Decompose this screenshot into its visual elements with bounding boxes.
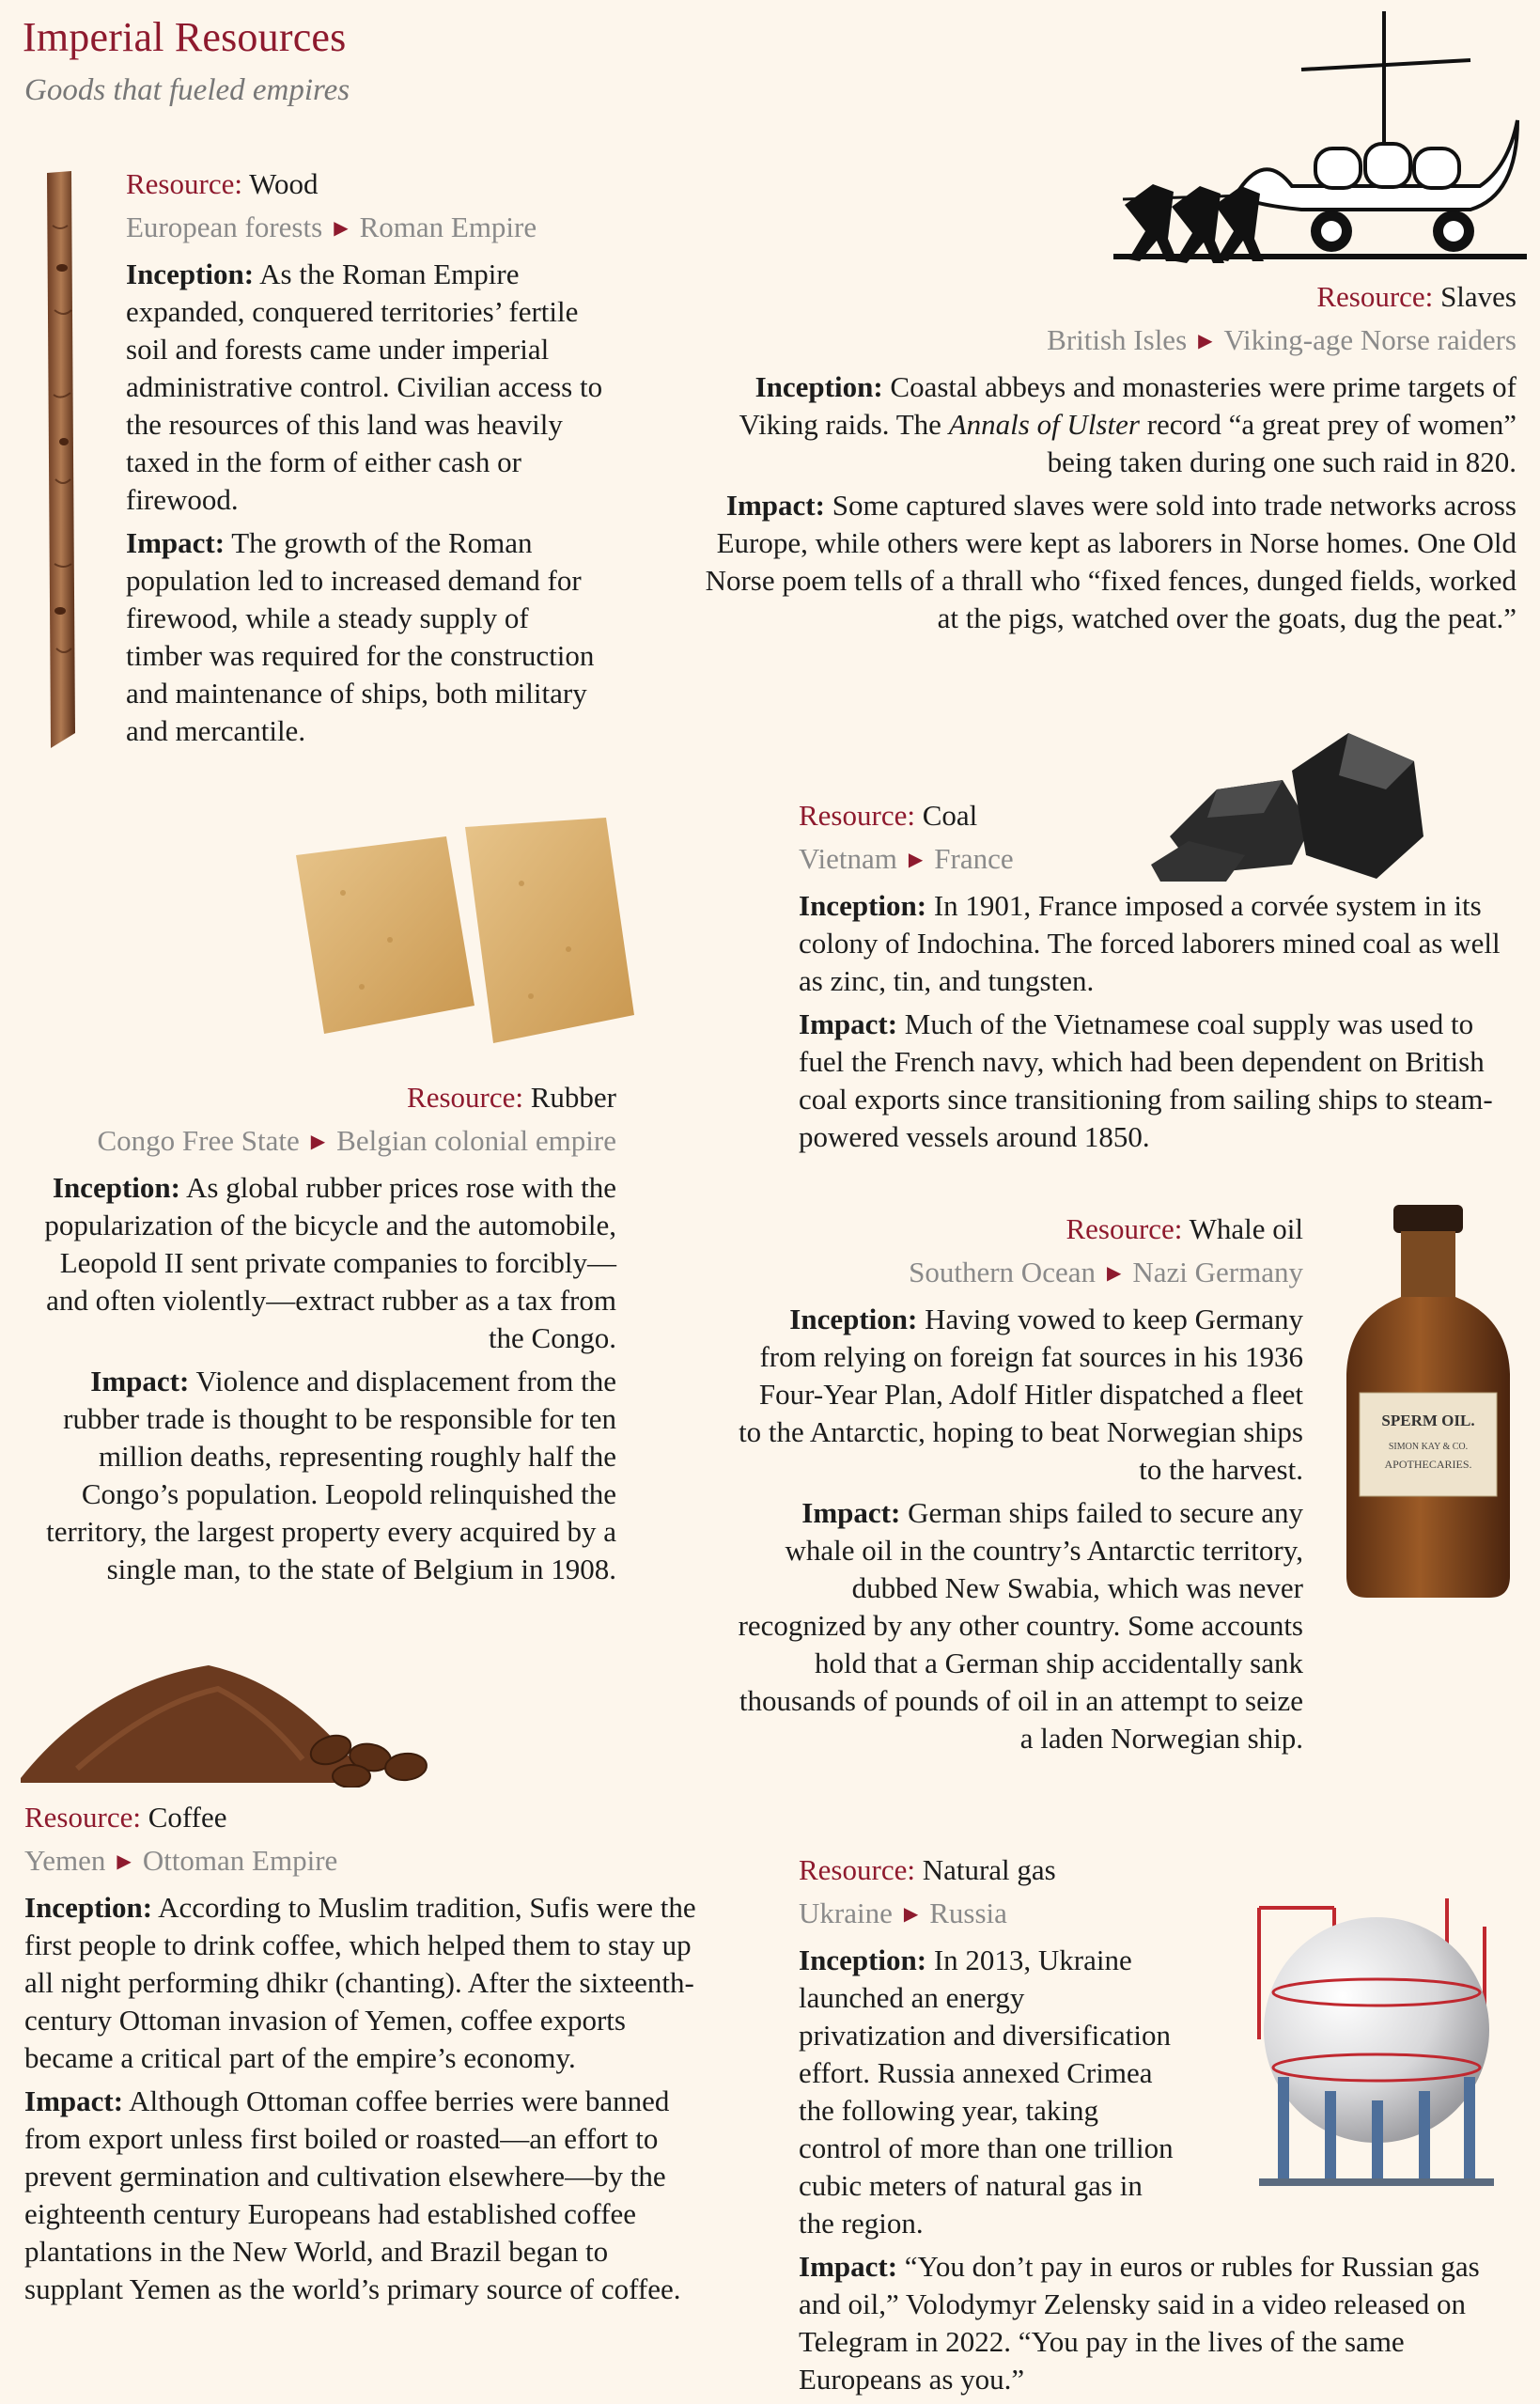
rubber-name: Rubber [530,1081,616,1114]
arrow-right-icon: ▶ [117,1851,132,1872]
coffee-entry [24,1799,701,2314]
wood-impact: Impact: The growth of the Roman population led to increased demand for firewood, while a steady supply of timber was required for the construction and maintenance of ships, both military and mercantile. [126,526,595,747]
slaves-impact: Impact: Some captured slaves were sold into trade networks across Europe, while others were kept as laborers in Norse homes. One Old Norse poem tells of a thrall who “fixed fences, dunged fields, worked at the pigs, watched over the goats, dug the peat.” [705,489,1517,634]
coffee-impact: Impact: Although Ottoman coffee berries were banned from export unless first boiled or roasted—an effort to prevent germination and cultivation elsewhere—by the eighteenth century Europeans had established coffee plantations in the New World, and Brazil began to supplant Yemen as the world’s primary source of coffee. [24,2084,681,2305]
arrow-right-icon: ▶ [1198,331,1213,351]
slaves-entry [686,278,1517,643]
coal-name: Coal [922,799,978,832]
arrow-right-icon: ▶ [334,218,349,239]
natural-gas-route: Ukraine ▶ Russia [799,1897,1007,1929]
coal-inception: Inception: In 1901, France imposed a corvée system in its colony of Indochina. The forced laborers mined coal as well as zinc, tin, and tungsten. [799,889,1501,997]
bottle-label-line1: SPERM OIL. [1381,1412,1475,1429]
natural-gas-entry [799,1851,1522,2404]
whale-oil-inception: Inception: Having vowed to keep Germany from relying on foreign fat sources in his 1936 Four-Year Plan, Adolf Hitler dispatched a fleet to the Antarctic, hoping to beat Norwegian ships to the harvest. [739,1303,1303,1486]
arrow-right-icon: ▶ [908,850,924,870]
whale-oil-impact: Impact: German ships failed to secure any whale oil in the country’s Antarctic territory, dubbed New Swabia, which was never recognized by any other country. Some accounts hold that a German ship accidentally sank thousands of pounds of oil in an attempt to seize a laden Norwegian ship. [738,1496,1303,1755]
coal-entry [799,797,1522,1162]
rubber-entry [24,1079,616,1594]
page-title: Imperial Resources [23,14,347,60]
coal-resource-line: Resource: Coal [799,799,978,832]
bottle-label-line2: SIMON KAY & CO. [1388,1442,1469,1452]
whale-oil-entry [733,1210,1303,1763]
slaves-name: Slaves [1440,280,1517,313]
coal-route: Vietnam ▶ France [799,842,1014,875]
whale-oil-name: Whale oil [1189,1212,1303,1245]
wood-entry [126,165,605,756]
arrow-right-icon: ▶ [310,1132,326,1152]
whale-oil-resource-line: Resource: Whale oil [1066,1212,1303,1245]
coffee-name: Coffee [148,1801,227,1834]
natural-gas-name: Natural gas [922,1853,1056,1886]
coffee-resource-line: Resource: Coffee [24,1801,227,1834]
rubber-inception: Inception: As global rubber prices rose with the popularization of the bicycle and the automobile, Leopold II sent private companies to forcibly—and often violently—extract rubber as a tax from the Congo. [44,1171,616,1354]
slaves-resource-line: Resource: Slaves [1316,280,1517,313]
wood-route: European forests ▶ Roman Empire [126,211,537,243]
wood-resource-line: Resource: Wood [126,167,319,200]
arrow-right-icon: ▶ [903,1904,919,1925]
natural-gas-inception: Inception: In 2013, Ukraine launched an energy privatization and diversification effort. Russia annexed Crimea the following year, taking control of more than one trillion cubic meters of natural gas in the region. [799,1943,1174,2240]
rubber-impact: Impact: Violence and displacement from the rubber trade is thought to be responsible for ten million deaths, representing roughly half the Congo’s population. Leopold relinquished the territory, the largest property every acquired by a single man, to the state of Belgium in 1908. [46,1365,616,1585]
rubber-route: Congo Free State ▶ Belgian colonial empire [97,1124,616,1157]
rubber-blocks-image [287,818,644,1053]
whale-oil-route: Southern Ocean ▶ Nazi Germany [909,1256,1303,1288]
slaves-route: British Isles ▶ Viking-age Norse raiders [1047,323,1517,356]
whale-oil-bottle-image [1339,1205,1517,1600]
coffee-inception: Inception: According to Muslim tradition, Sufis were the first people to drink coffee, which helped them to stay up all night performing dhikr (chanting). After the sixteenth-century Ottoman invasion of Yemen, coffee exports became a critical part of the empire’s economy. [24,1891,696,2074]
wood-log-image [26,169,92,752]
page-subtitle: Goods that fueled empires [24,73,350,107]
rubber-resource-line: Resource: Rubber [407,1081,616,1114]
viking-ship-woodcut-image [1113,8,1527,273]
arrow-right-icon: ▶ [1106,1263,1122,1284]
coffee-grounds-image [21,1647,434,1787]
wood-name: Wood [249,167,319,200]
natural-gas-impact: Impact: “You don’t pay in euros or rubles for Russian gas and oil,” Volodymyr Zelensky said in a video released on Telegram in 2022. “You pay in the lives of the same Europeans as you.” [799,2250,1480,2396]
coffee-route: Yemen ▶ Ottoman Empire [24,1844,338,1877]
wood-inception: Inception: As the Roman Empire expanded, conquered territories’ fertile soil and forests came under imperial administrative control. Civilian access to the resources of this land was heavily taxed in the form of either cash or firewood. [126,258,603,516]
bottle-label-line3: APOTHECARIES. [1384,1458,1472,1471]
slaves-inception: Inception: Coastal abbeys and monasteries were prime targets of Viking raids. The Annals of Ulster record “a great prey of women” being taken during one such raid in 820. [739,370,1517,478]
coal-impact: Impact: Much of the Vietnamese coal supply was used to fuel the French navy, which had been dependent on British coal exports since transitioning from sailing ships to steam-powered vessels around 1850. [799,1007,1493,1153]
natural-gas-resource-line: Resource: Natural gas [799,1853,1056,1886]
